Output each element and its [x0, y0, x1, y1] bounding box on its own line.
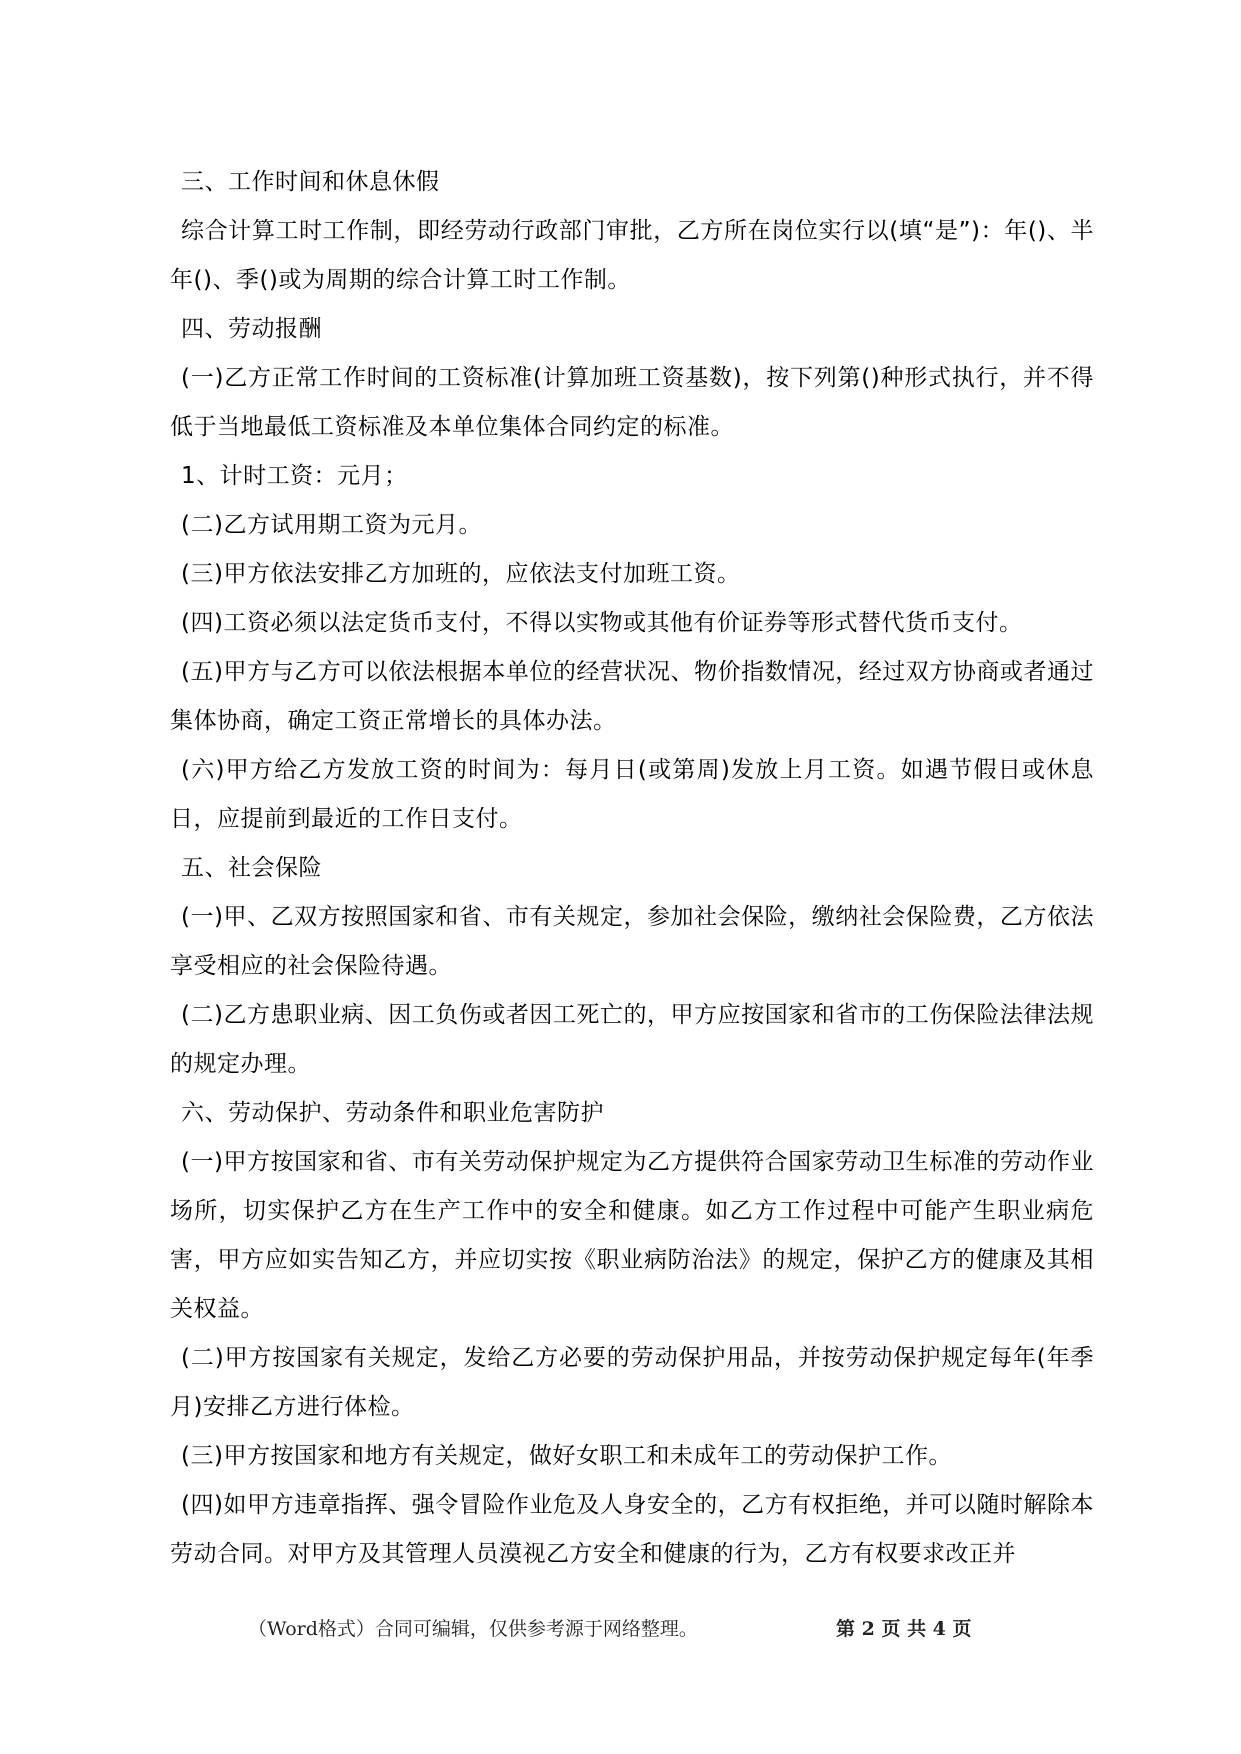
section-heading-labor-protection: 六、劳动保护、劳动条件和职业危害防护: [181, 1100, 604, 1126]
paragraph-work-injury: (二)乙方患职业病、因工负伤或者因工死亡的，甲方应按国家和省市的工伤保险法律法规的规定办理。: [170, 1002, 1094, 1077]
page-number-indicator: 第 2 页 共 4 页: [836, 1618, 972, 1640]
paragraph-wage-standard: (一)乙方正常工作时间的工资标准(计算加班工资基数)，按下列第()种形式执行，并不得低于当地最低工资标准及本单位集体合同约定的标准。: [170, 365, 1094, 440]
paragraph-hourly-wage: 1、计时工资：元月；: [181, 463, 408, 489]
paragraph-safe-workplace: (一)甲方按国家和省、市有关劳动保护规定为乙方提供符合国家劳动卫生标准的劳动作业场所，切实保护乙方在生产工作中的安全和健康。如乙方工作过程中可能产生职业病危害，甲方应如实告知乙方，并应切实按《职业病防治法》的规定，保护乙方的健康及其相关权益。: [170, 1149, 1094, 1322]
paragraph-female-minor-protection: (三)甲方按国家和地方有关规定，做好女职工和未成年工的劳动保护工作。: [181, 1443, 952, 1469]
paragraph-insurance-contribution: (一)甲、乙双方按照国家和省、市有关规定，参加社会保险，缴纳社会保险费，乙方依法享受相应的社会保险待遇。: [170, 904, 1094, 979]
paragraph-refuse-unsafe-orders: (四)如甲方违章指挥、强令冒险作业危及人身安全的，乙方有权拒绝，并可以随时解除本劳动合同。对甲方及其管理人员漠视乙方安全和健康的行为，乙方有权要求改正并: [170, 1492, 1094, 1567]
paragraph-wage-growth: (五)甲方与乙方可以依法根据本单位的经营状况、物价指数情况，经过双方协商或者通过集体协商，确定工资正常增长的具体办法。: [170, 659, 1094, 734]
section-heading-social-insurance: 五、社会保险: [181, 855, 322, 881]
paragraph-currency-payment: (四)工资必须以法定货币支付，不得以实物或其他有价证券等形式替代货币支付。: [181, 610, 1023, 636]
paragraph-comprehensive-hours: 综合计算工时工作制，即经劳动行政部门审批，乙方所在岗位实行以(填“是”)：年()、半年()、季()或为周期的综合计算工时工作制。: [170, 218, 1094, 293]
paragraph-probation-wage: (二)乙方试用期工资为元月。: [181, 512, 482, 538]
paragraph-overtime-pay: (三)甲方依法安排乙方加班的，应依法支付加班工资。: [181, 561, 741, 587]
footer-note: （Word格式）合同可编辑，仅供参考源于网络整理。: [248, 1618, 698, 1640]
section-heading-remuneration: 四、劳动报酬: [181, 316, 322, 342]
page-footer: [0, 1614, 1241, 1644]
section-heading-work-hours: 三、工作时间和休息休假: [181, 169, 440, 195]
document-body: [170, 158, 1094, 1579]
paragraph-protective-equipment: (二)甲方按国家有关规定，发给乙方必要的劳动保护用品，并按劳动保护规定每年(年季月)安排乙方进行体检。: [170, 1345, 1094, 1420]
paragraph-pay-date: (六)甲方给乙方发放工资的时间为：每月日(或第周)发放上月工资。如遇节假日或休息日，应提前到最近的工作日支付。: [170, 757, 1094, 832]
